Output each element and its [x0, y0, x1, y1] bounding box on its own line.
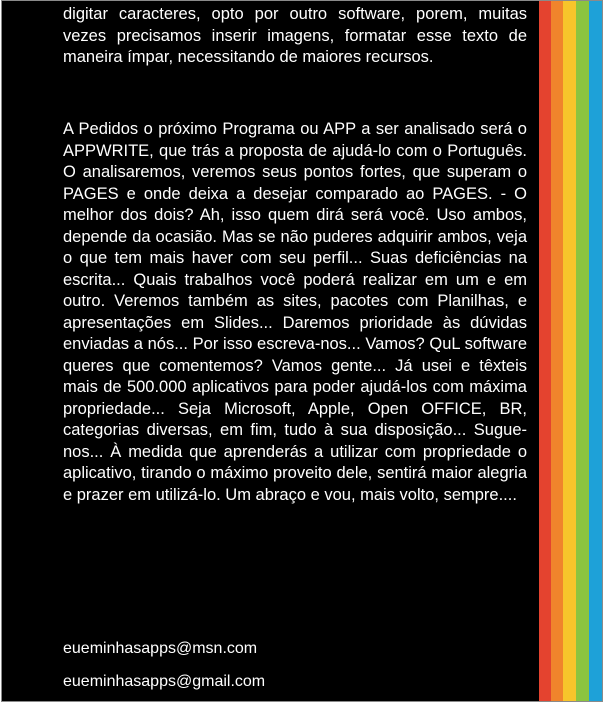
main-paragraph: A Pedidos o próximo Programa ou APP a ser analisado será o APPWRITE, que trás a proposta de ajudá-lo com o Português. O analisaremos, veremos seus pontos fortes, que superam o PAGES e onde deixa a desejar comparado ao PAGES. - O melhor dos dois? Ah, isso quem dirá será você. Uso ambos, depende da ocasião. Mas se não puderes adquirir ambos, veja o que tem mais haver com seu perfil... Suas deficiências na escrita... Quais trabalhos você poderá realizar em um e em outro. Veremos também as sites, pacotes com Planilhas, e apresentações em Slides... Daremos prioridade às dúvidas enviadas a nós... Por isso escreva-nos... Vamos? QuL software queres que comentemos? Vamos gente... Já usei e têxteis mais de 500.000 aplicativos para poder ajudá-los com máxima propriedade... Seja Microsoft, Apple, Open OFFICE, BR, categorias diversas, em fim, tudo à sua disposição... Sugue-nos... À medida que aprenderás a utilizar com propriedade o aplicativo, tirando o máximo proveito dele, sentirá maior alegria e prazer em utilizá-lo. Um abraço e vou, mais volto, sempre.... [63, 120, 527, 504]
stripe-red [539, 1, 551, 701]
document-page [1, 0, 603, 702]
stripe-yellow [563, 1, 576, 701]
intro-paragraph: digitar caracteres, opto por outro software, porem, muitas vezes precisamos inserir imagens, formatar esse texto de maneira ímpar, necessitando de maiores recursos. [63, 5, 527, 66]
stripe-orange [551, 1, 563, 701]
stripe-green [576, 1, 589, 701]
email-gmail[interactable]: eueminhasapps@gmail.com [63, 673, 266, 690]
rainbow-stripes [539, 1, 602, 701]
email-msn[interactable]: eueminhasapps@msn.com [63, 640, 258, 657]
stripe-blue [589, 1, 602, 701]
